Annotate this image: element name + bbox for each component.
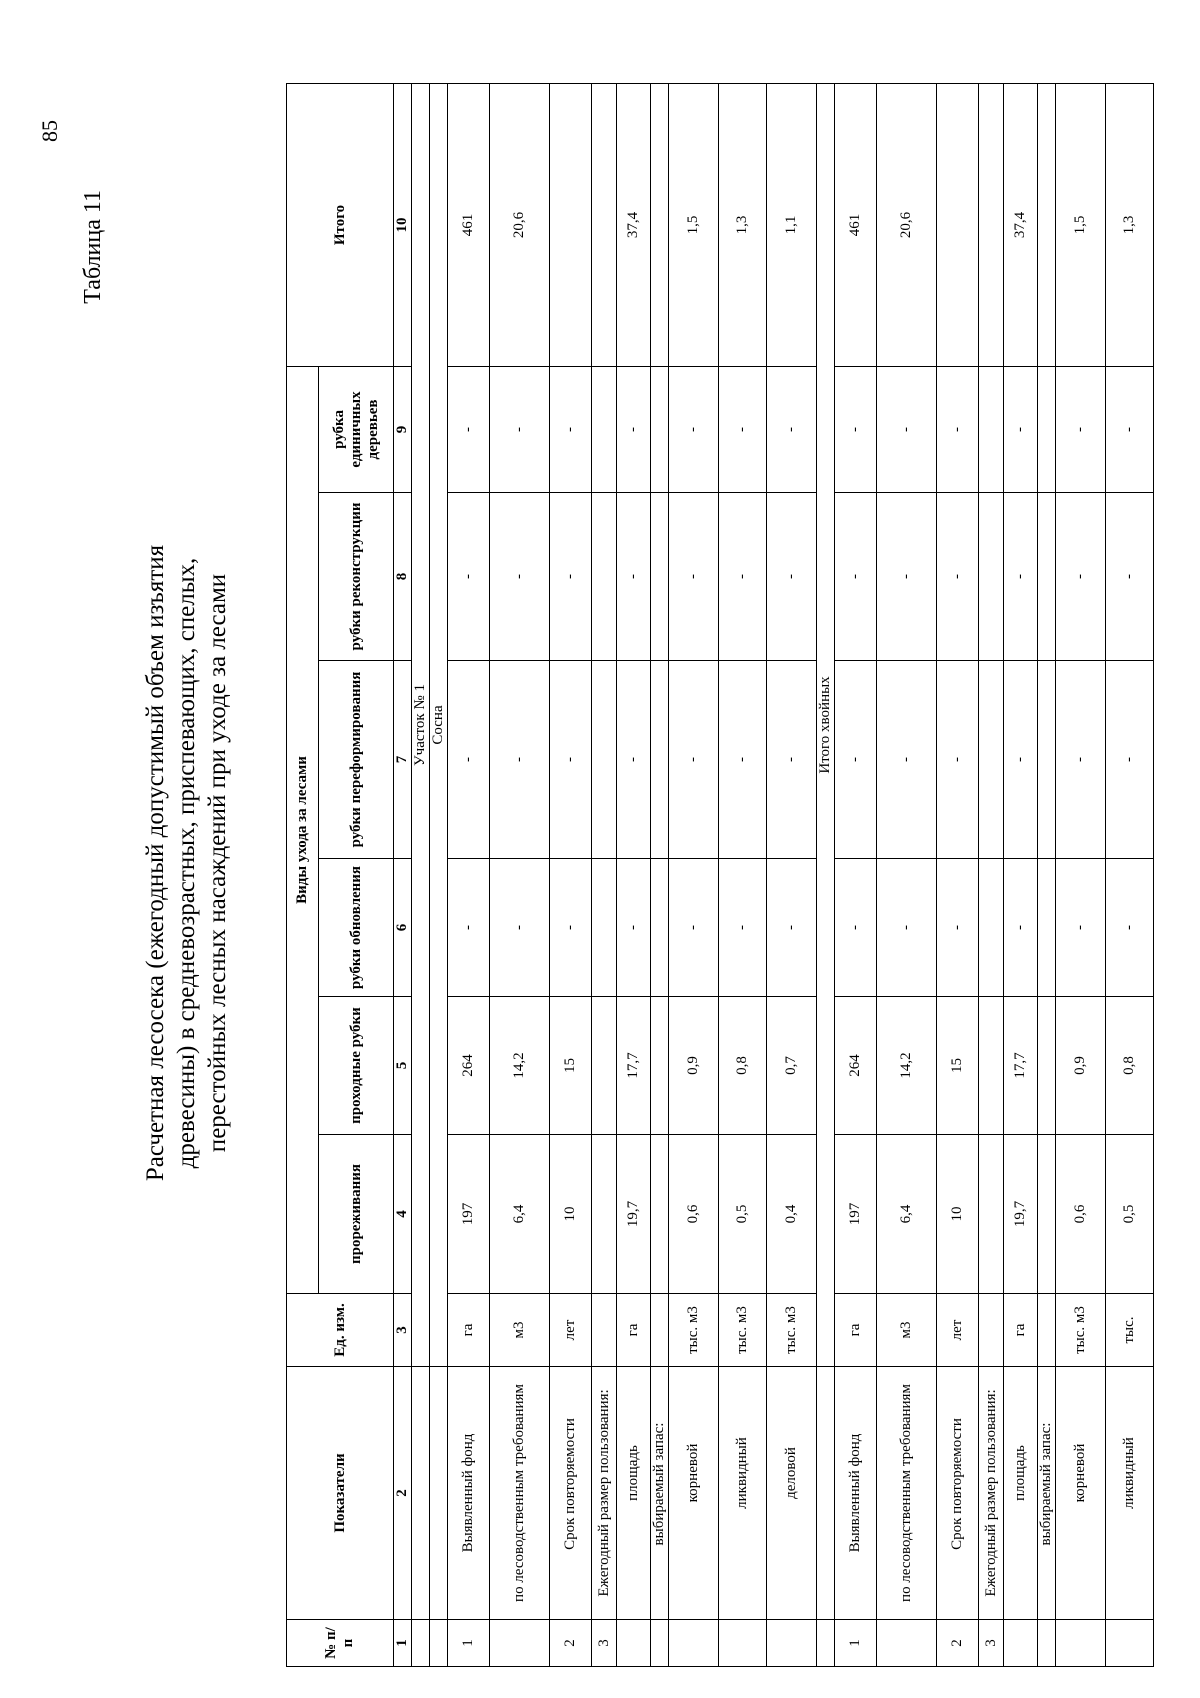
column-number: 6 bbox=[394, 859, 412, 997]
header-num: № п/п bbox=[287, 1620, 394, 1667]
value-cell: 6,4 bbox=[877, 1135, 937, 1294]
value-cell bbox=[1038, 661, 1056, 859]
row-unit: тыс. м3 bbox=[669, 1294, 719, 1367]
row-num bbox=[1038, 1620, 1056, 1667]
empty-cell bbox=[817, 1620, 835, 1667]
value-cell bbox=[550, 83, 592, 366]
table-row bbox=[767, 83, 817, 1666]
value-cell: - bbox=[617, 366, 651, 492]
value-cell bbox=[592, 366, 617, 492]
row-indicator: площадь bbox=[1004, 1367, 1038, 1620]
value-cell: 37,4 bbox=[617, 83, 651, 366]
value-cell: 0,6 bbox=[1056, 1135, 1106, 1294]
table-row bbox=[651, 83, 669, 1666]
row-unit: тыс. bbox=[1106, 1294, 1154, 1367]
value-cell bbox=[651, 1135, 669, 1294]
row-unit: га bbox=[835, 1294, 877, 1367]
header-indicator: Показатели bbox=[287, 1367, 394, 1620]
empty-cell bbox=[430, 1367, 448, 1620]
value-cell: 6,4 bbox=[490, 1135, 550, 1294]
empty-cell bbox=[412, 1620, 430, 1667]
value-cell: - bbox=[719, 859, 767, 997]
row-indicator: Выявленный фонд bbox=[835, 1367, 877, 1620]
column-number-row bbox=[394, 83, 412, 1666]
value-cell: - bbox=[448, 661, 490, 859]
value-cell: 10 bbox=[937, 1135, 979, 1294]
value-cell: 15 bbox=[550, 997, 592, 1135]
row-num bbox=[1004, 1620, 1038, 1667]
value-cell: 0,8 bbox=[1106, 997, 1154, 1135]
column-number: 8 bbox=[394, 493, 412, 661]
row-indicator: ликвидный bbox=[1106, 1367, 1154, 1620]
value-cell bbox=[651, 366, 669, 492]
value-cell: - bbox=[550, 661, 592, 859]
value-cell: - bbox=[1056, 366, 1106, 492]
table-row bbox=[550, 83, 592, 1666]
value-cell: 1,5 bbox=[1056, 83, 1106, 366]
value-cell: - bbox=[669, 493, 719, 661]
value-cell: 0,5 bbox=[719, 1135, 767, 1294]
table-row bbox=[877, 83, 937, 1666]
value-cell: 19,7 bbox=[617, 1135, 651, 1294]
table-row bbox=[1004, 83, 1038, 1666]
value-cell bbox=[651, 493, 669, 661]
row-indicator: по лесоводственным требованиям bbox=[490, 1367, 550, 1620]
value-cell: - bbox=[550, 859, 592, 997]
row-indicator: корневой bbox=[1056, 1367, 1106, 1620]
title-line: перестойных лесных насаждений при уходе за лесами bbox=[204, 573, 231, 1153]
value-cell: - bbox=[767, 859, 817, 997]
column-number: 9 bbox=[394, 366, 412, 492]
row-num: 3 bbox=[979, 1620, 1004, 1667]
value-cell: 15 bbox=[937, 997, 979, 1135]
value-cell: 0,8 bbox=[719, 997, 767, 1135]
empty-cell bbox=[430, 1620, 448, 1667]
value-cell: - bbox=[877, 661, 937, 859]
row-unit bbox=[592, 1294, 617, 1367]
row-indicator: ликвидный bbox=[719, 1367, 767, 1620]
page-number: 85 bbox=[37, 120, 62, 142]
row-unit: га bbox=[617, 1294, 651, 1367]
value-cell: - bbox=[448, 859, 490, 997]
value-cell: - bbox=[767, 661, 817, 859]
row-unit: тыс. м3 bbox=[1056, 1294, 1106, 1367]
empty-cell bbox=[817, 1367, 835, 1620]
value-cell: 197 bbox=[448, 1135, 490, 1294]
value-cell: - bbox=[1004, 661, 1038, 859]
value-cell: 0,6 bbox=[669, 1135, 719, 1294]
header-type: рубки обновления bbox=[319, 859, 394, 997]
title-line: Расчетная лесосека (ежегодный допустимый объем изъятия bbox=[142, 544, 169, 1182]
value-cell: - bbox=[719, 366, 767, 492]
section-heading: Итого хвойных bbox=[817, 83, 835, 1366]
table-row bbox=[937, 83, 979, 1666]
column-number: 1 bbox=[394, 1620, 412, 1667]
value-cell bbox=[1038, 366, 1056, 492]
row-indicator: Выявленный фонд bbox=[448, 1367, 490, 1620]
value-cell bbox=[592, 859, 617, 997]
value-cell: - bbox=[877, 493, 937, 661]
row-indicator: Срок повторяемости bbox=[937, 1367, 979, 1620]
header-unit: Ед. изм. bbox=[287, 1294, 394, 1367]
value-cell: - bbox=[617, 493, 651, 661]
value-cell: 17,7 bbox=[1004, 997, 1038, 1135]
table-row bbox=[490, 83, 550, 1666]
value-cell: 0,4 bbox=[767, 1135, 817, 1294]
header-type: рубки реконструкции bbox=[319, 493, 394, 661]
value-cell: 20,6 bbox=[877, 83, 937, 366]
row-num bbox=[719, 1620, 767, 1667]
row-unit: м3 bbox=[490, 1294, 550, 1367]
value-cell: - bbox=[550, 493, 592, 661]
section-heading-row bbox=[412, 83, 430, 1666]
value-cell bbox=[979, 366, 1004, 492]
value-cell: - bbox=[1056, 493, 1106, 661]
value-cell: 197 bbox=[835, 1135, 877, 1294]
table-row bbox=[835, 83, 877, 1666]
value-cell: - bbox=[937, 859, 979, 997]
value-cell bbox=[651, 859, 669, 997]
value-cell: 19,7 bbox=[1004, 1135, 1038, 1294]
value-cell: 14,2 bbox=[877, 997, 937, 1135]
table-row bbox=[979, 83, 1004, 1666]
row-indicator: Ежегодный размер пользования: bbox=[592, 1367, 617, 1620]
row-num: 2 bbox=[550, 1620, 592, 1667]
value-cell: - bbox=[490, 366, 550, 492]
table-row bbox=[1106, 83, 1154, 1666]
section-heading-row bbox=[817, 83, 835, 1666]
value-cell: 264 bbox=[835, 997, 877, 1135]
value-cell bbox=[592, 661, 617, 859]
table-row bbox=[1056, 83, 1106, 1666]
row-num: 3 bbox=[592, 1620, 617, 1667]
title-line: древесины) в средневозрастных, приспевающих, спелых, bbox=[173, 557, 200, 1169]
value-cell: - bbox=[835, 661, 877, 859]
value-cell: 461 bbox=[448, 83, 490, 366]
row-num bbox=[651, 1620, 669, 1667]
value-cell: - bbox=[448, 366, 490, 492]
value-cell: - bbox=[1004, 493, 1038, 661]
value-cell bbox=[979, 859, 1004, 997]
row-unit: тыс. м3 bbox=[719, 1294, 767, 1367]
value-cell: - bbox=[937, 366, 979, 492]
row-num bbox=[767, 1620, 817, 1667]
header-type: проходные рубки bbox=[319, 997, 394, 1135]
row-unit: лет bbox=[550, 1294, 592, 1367]
value-cell: 37,4 bbox=[1004, 83, 1038, 366]
value-cell: - bbox=[490, 661, 550, 859]
value-cell: 1,1 bbox=[767, 83, 817, 366]
value-cell: 264 bbox=[448, 997, 490, 1135]
header-group: Виды ухода за лесами bbox=[287, 366, 319, 1293]
column-number: 7 bbox=[394, 661, 412, 859]
value-cell: - bbox=[877, 366, 937, 492]
table-row bbox=[719, 83, 767, 1666]
value-cell: - bbox=[550, 366, 592, 492]
value-cell: 461 bbox=[835, 83, 877, 366]
value-cell bbox=[1038, 83, 1056, 366]
row-unit bbox=[1038, 1294, 1056, 1367]
row-num bbox=[1056, 1620, 1106, 1667]
value-cell: - bbox=[1106, 859, 1154, 997]
value-cell bbox=[592, 997, 617, 1135]
value-cell: - bbox=[1056, 661, 1106, 859]
value-cell: 0,9 bbox=[1056, 997, 1106, 1135]
table-row bbox=[592, 83, 617, 1666]
row-num: 1 bbox=[835, 1620, 877, 1667]
value-cell: 0,7 bbox=[767, 997, 817, 1135]
row-indicator: деловой bbox=[767, 1367, 817, 1620]
row-num: 1 bbox=[448, 1620, 490, 1667]
value-cell: - bbox=[719, 493, 767, 661]
value-cell: - bbox=[1004, 366, 1038, 492]
value-cell: - bbox=[719, 661, 767, 859]
rotated-page-content bbox=[50, 80, 1160, 1683]
value-cell: - bbox=[448, 493, 490, 661]
row-num: 2 bbox=[937, 1620, 979, 1667]
value-cell bbox=[1038, 997, 1056, 1135]
value-cell: - bbox=[1056, 859, 1106, 997]
value-cell: 20,6 bbox=[490, 83, 550, 366]
value-cell: - bbox=[767, 493, 817, 661]
table-row bbox=[669, 83, 719, 1666]
column-number: 3 bbox=[394, 1294, 412, 1367]
value-cell: - bbox=[490, 493, 550, 661]
row-unit: м3 bbox=[877, 1294, 937, 1367]
row-unit: лет bbox=[937, 1294, 979, 1367]
value-cell bbox=[979, 493, 1004, 661]
section-heading: Участок № 1 bbox=[412, 83, 430, 1366]
value-cell: - bbox=[835, 493, 877, 661]
value-cell bbox=[979, 83, 1004, 366]
value-cell: 1,3 bbox=[719, 83, 767, 366]
row-indicator: выбираемый запас: bbox=[1038, 1367, 1056, 1620]
value-cell: 14,2 bbox=[490, 997, 550, 1135]
empty-cell bbox=[412, 1367, 430, 1620]
row-num bbox=[490, 1620, 550, 1667]
value-cell: - bbox=[490, 859, 550, 997]
column-number: 4 bbox=[394, 1135, 412, 1294]
table-body bbox=[394, 83, 1154, 1666]
value-cell: - bbox=[617, 661, 651, 859]
value-cell: - bbox=[877, 859, 937, 997]
value-cell bbox=[1038, 1135, 1056, 1294]
value-cell bbox=[979, 997, 1004, 1135]
value-cell: - bbox=[1106, 493, 1154, 661]
value-cell bbox=[592, 1135, 617, 1294]
data-table bbox=[286, 83, 1154, 1667]
row-indicator: корневой bbox=[669, 1367, 719, 1620]
section-heading-row bbox=[430, 83, 448, 1666]
row-unit bbox=[979, 1294, 1004, 1367]
table-row bbox=[448, 83, 490, 1666]
value-cell: - bbox=[669, 859, 719, 997]
value-cell: - bbox=[1106, 366, 1154, 492]
value-cell: - bbox=[1004, 859, 1038, 997]
value-cell bbox=[592, 493, 617, 661]
value-cell: - bbox=[1106, 661, 1154, 859]
header-total: Итого bbox=[287, 83, 394, 366]
table-title bbox=[140, 163, 233, 1563]
row-unit: тыс. м3 bbox=[767, 1294, 817, 1367]
row-unit: га bbox=[448, 1294, 490, 1367]
value-cell: 0,9 bbox=[669, 997, 719, 1135]
header-type: рубка единичных деревьев bbox=[319, 366, 394, 492]
value-cell: 0,5 bbox=[1106, 1135, 1154, 1294]
value-cell: - bbox=[617, 859, 651, 997]
value-cell bbox=[651, 997, 669, 1135]
value-cell bbox=[979, 1135, 1004, 1294]
value-cell: - bbox=[669, 366, 719, 492]
row-indicator: по лесоводственным требованиям bbox=[877, 1367, 937, 1620]
value-cell bbox=[651, 661, 669, 859]
table-row bbox=[1038, 83, 1056, 1666]
value-cell bbox=[937, 83, 979, 366]
table-label: Таблица 11 bbox=[80, 190, 106, 304]
value-cell: - bbox=[669, 661, 719, 859]
row-indicator: площадь bbox=[617, 1367, 651, 1620]
value-cell: 1,5 bbox=[669, 83, 719, 366]
value-cell bbox=[1038, 493, 1056, 661]
value-cell bbox=[651, 83, 669, 366]
value-cell: - bbox=[767, 366, 817, 492]
column-number: 5 bbox=[394, 997, 412, 1135]
value-cell bbox=[1038, 859, 1056, 997]
section-heading: Сосна bbox=[430, 83, 448, 1366]
row-indicator: Ежегодный размер пользования: bbox=[979, 1367, 1004, 1620]
value-cell bbox=[979, 661, 1004, 859]
row-unit: га bbox=[1004, 1294, 1038, 1367]
row-num bbox=[669, 1620, 719, 1667]
row-unit bbox=[651, 1294, 669, 1367]
header-type: рубки переформирования bbox=[319, 661, 394, 859]
value-cell: 17,7 bbox=[617, 997, 651, 1135]
value-cell: - bbox=[835, 859, 877, 997]
value-cell: 10 bbox=[550, 1135, 592, 1294]
row-num bbox=[617, 1620, 651, 1667]
row-num bbox=[1106, 1620, 1154, 1667]
value-cell: - bbox=[835, 366, 877, 492]
row-indicator: Срок повторяемости bbox=[550, 1367, 592, 1620]
value-cell: - bbox=[937, 661, 979, 859]
value-cell: - bbox=[937, 493, 979, 661]
header-type: прореживания bbox=[319, 1135, 394, 1294]
table-row bbox=[617, 83, 651, 1666]
row-num bbox=[877, 1620, 937, 1667]
row-indicator: выбираемый запас: bbox=[651, 1367, 669, 1620]
value-cell: 1,3 bbox=[1106, 83, 1154, 366]
column-number: 2 bbox=[394, 1367, 412, 1620]
value-cell bbox=[592, 83, 617, 366]
column-number: 10 bbox=[394, 83, 412, 366]
